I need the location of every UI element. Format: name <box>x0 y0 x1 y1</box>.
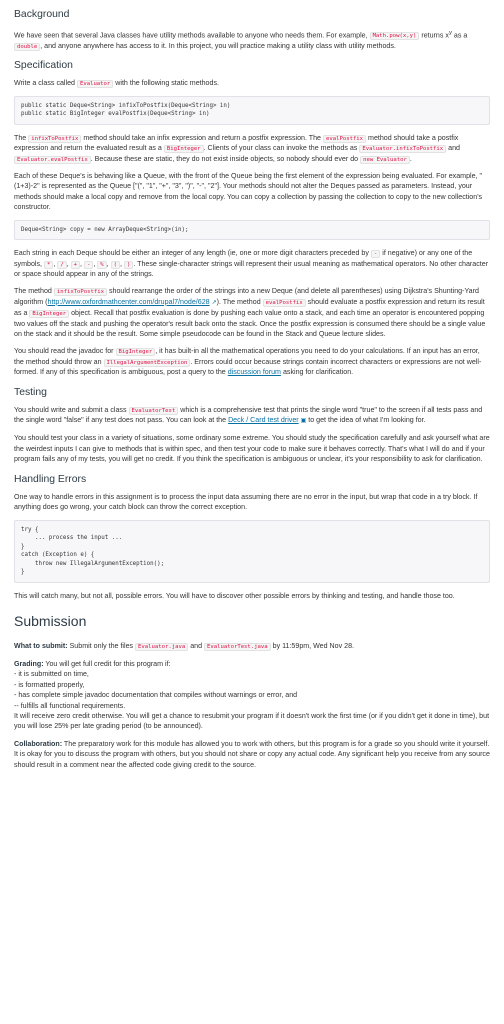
method-signatures-code-block: public static Deque<String> infixToPostfix(Deque<String> in) public static BigInteger evalPostfix(Deque<String> in) <box>14 96 490 125</box>
errors-paragraph-1: One way to handle errors in this assignment is to process the input data assuming there are no error in the input, but wrap that code in a try block. If anything does go wrong, your catch block can throw the correct exception. <box>14 492 478 512</box>
discussion-forum-link[interactable]: discussion forum <box>227 368 281 377</box>
testing-paragraph-2: You should test your class in a variety of situations, some ordinary some extreme. You should study the specification carefully and ask yourself what are the weirdest inputs I can give to methods that is within spec, and then test your code to make sure it behaves correctly. That's what I will do and if your program fails any of my tests, you will get no credit. If you think the specification is ambiguous or unclear, it's your responsibility to ask for clarification. <box>14 434 490 464</box>
shunting-yard-link[interactable]: http://www.oxfordmathcenter.com/drupal7/node/628 <box>47 297 210 306</box>
evaluator-code: Evaluator <box>77 80 113 88</box>
try-catch-code-block: try { ... process the input ... } catch (Exception e) { throw new IllegalArgumentException(); } <box>14 520 490 584</box>
testing-paragraph-1: You should write and submit a class EvaluatorTest which is a comprehensive test that prints the single word "true" to the screen if all tests pass and the single word "false" if any test does not pass. You can look at the Deck / Card test driver ▣ to get the idea of what I'm looking for. <box>14 405 483 425</box>
card-test-driver-link[interactable]: Deck / Card test driver <box>228 416 299 425</box>
grading-item: -- fulfills all functional requirements. <box>14 701 126 710</box>
collaboration-paragraph: Collaboration: The preparatory work for this module has allowed you to work with others, but this program is for a grade so you should write it yourself. It is okay for you to discuss the program with others, but you should not share or copy any actual code. Any significant help you receive from any source should result in a comment near the affected code giving credit to the source. <box>14 739 490 769</box>
grading-item: - has complete simple javadoc documentation that compiles without warnings or error, and <box>14 691 298 700</box>
testing-heading: Testing <box>14 386 47 398</box>
grading-item: - it is submitted on time, <box>14 670 89 679</box>
spec-deque-paragraph: Each of these Deque's is behaving like a Queue, with the front of the Queue being the first element of the expression being evaluated. For example, "(1+3)-2" is represented as the Queue ["(", "1", "+", "3", ")", "-", "2"]. Your methods should not alter the Deques passed as parameters. Instead, your methods should make a local copy and remove from the local copy. You can copy a collection by passing the collection to copy to the new collection's constructor. <box>14 171 483 212</box>
grading-section: Grading: You will get full credit for this program if: - it is submitted on time, - is formatted properly, - has complete simple javadoc documentation that compiles without warnings or error, and -- fulfills all functional requirements. It will receive zero credit otherwise. You will get a chance to resubmit your program if it doesn't work the first time (or if you didn't get it done in time), but you will lose 25% per late grading period (to be announced). <box>14 659 490 731</box>
spec-intro: Write a class called Evaluator with the following static methods. <box>14 79 219 88</box>
spec-biginteger-paragraph: You should read the javadoc for BigInteger , it has built-in all the mathematical operations you need to do your calculations. If an input has an error, the method should throw an IllegalArgumentException . Errors could occur because strings contain incorrect characters or expressions are not well-formed. If any of this specification is ambiguous, post a query to the discussion forum asking for clarification. <box>14 347 482 377</box>
background-paragraph: We have seen that several Java classes have utility methods available to anyone who needs them. For example, Math.pow(x,y) returns $x^y$ as a double , and anyone anywhere has access to it. In this project, you will practice making a utility class with utility methods. <box>14 30 468 50</box>
double-code: double <box>14 43 40 51</box>
grading-item: - is formatted properly, <box>14 680 85 689</box>
deque-copy-code-block: Deque<String> copy = new ArrayDeque<String>(in); <box>14 220 490 241</box>
spec-methods-paragraph: The infixToPostfix method should take an infix expression and return a postfix expression. The evalPostfix method should take a postfix expression and return the evaluated result as a BigInteger . Clients of your class can invoke the methods as Evaluator.infixToPostfix and Evaluator.evalPostfix . Because these are static, they do not exist inside objects, so nobody should ever do new Evaluator . <box>14 133 460 163</box>
handling-errors-heading: Handling Errors <box>14 473 87 485</box>
spec-algorithm-paragraph: The method infixToPostfix should rearrange the order of the strings into a new Deque (and delete all parentheses) using Dijkstra's Shunting-Yard algorithm (http://www.oxfordmathcenter.com/drupal7/node/628 ↗). The method evalPostfix should evaluate a postfix expression and return its result as a BigInteger object. Recall that postfix evaluation is done by pushing each value onto a stack, and each time an operator is encountered popping two values off the stack and pushing the operator's result back onto the stack. Once the postfix expression is consumed there should be a single value on the stack and it should be the result. Some simple pseudocode can be found in the Stack and Queue lecture slides. <box>14 287 486 339</box>
file-preview-icon[interactable]: ▣ <box>300 418 307 425</box>
grading-list <box>14 669 490 711</box>
background-heading: Background <box>14 9 70 20</box>
spec-strings-paragraph: Each string in each Deque should be either an integer of any length (ie, one or more digit characters preceded by - if negative) or any one of the symbols, * , / , + , - , % , ( , ) . These single-character strings will represent their usual meaning as mathematical operators. No other character or space should appear in any of the strings. <box>14 249 489 279</box>
what-to-submit: What to submit: Submit only the files Evaluator.java and EvaluatorTest.java by 11:59pm, Wed Nov 28. <box>14 642 354 651</box>
math-pow-code: Math.pow(x,y) <box>370 32 420 40</box>
specification-heading: Specification <box>14 60 73 72</box>
errors-paragraph-2: This will catch many, but not all, possible errors. You will have to discover other possible errors by thinking and testing, and handle those too. <box>14 592 455 601</box>
submission-heading: Submission <box>14 613 87 630</box>
external-link-icon: ↗ <box>211 299 217 306</box>
